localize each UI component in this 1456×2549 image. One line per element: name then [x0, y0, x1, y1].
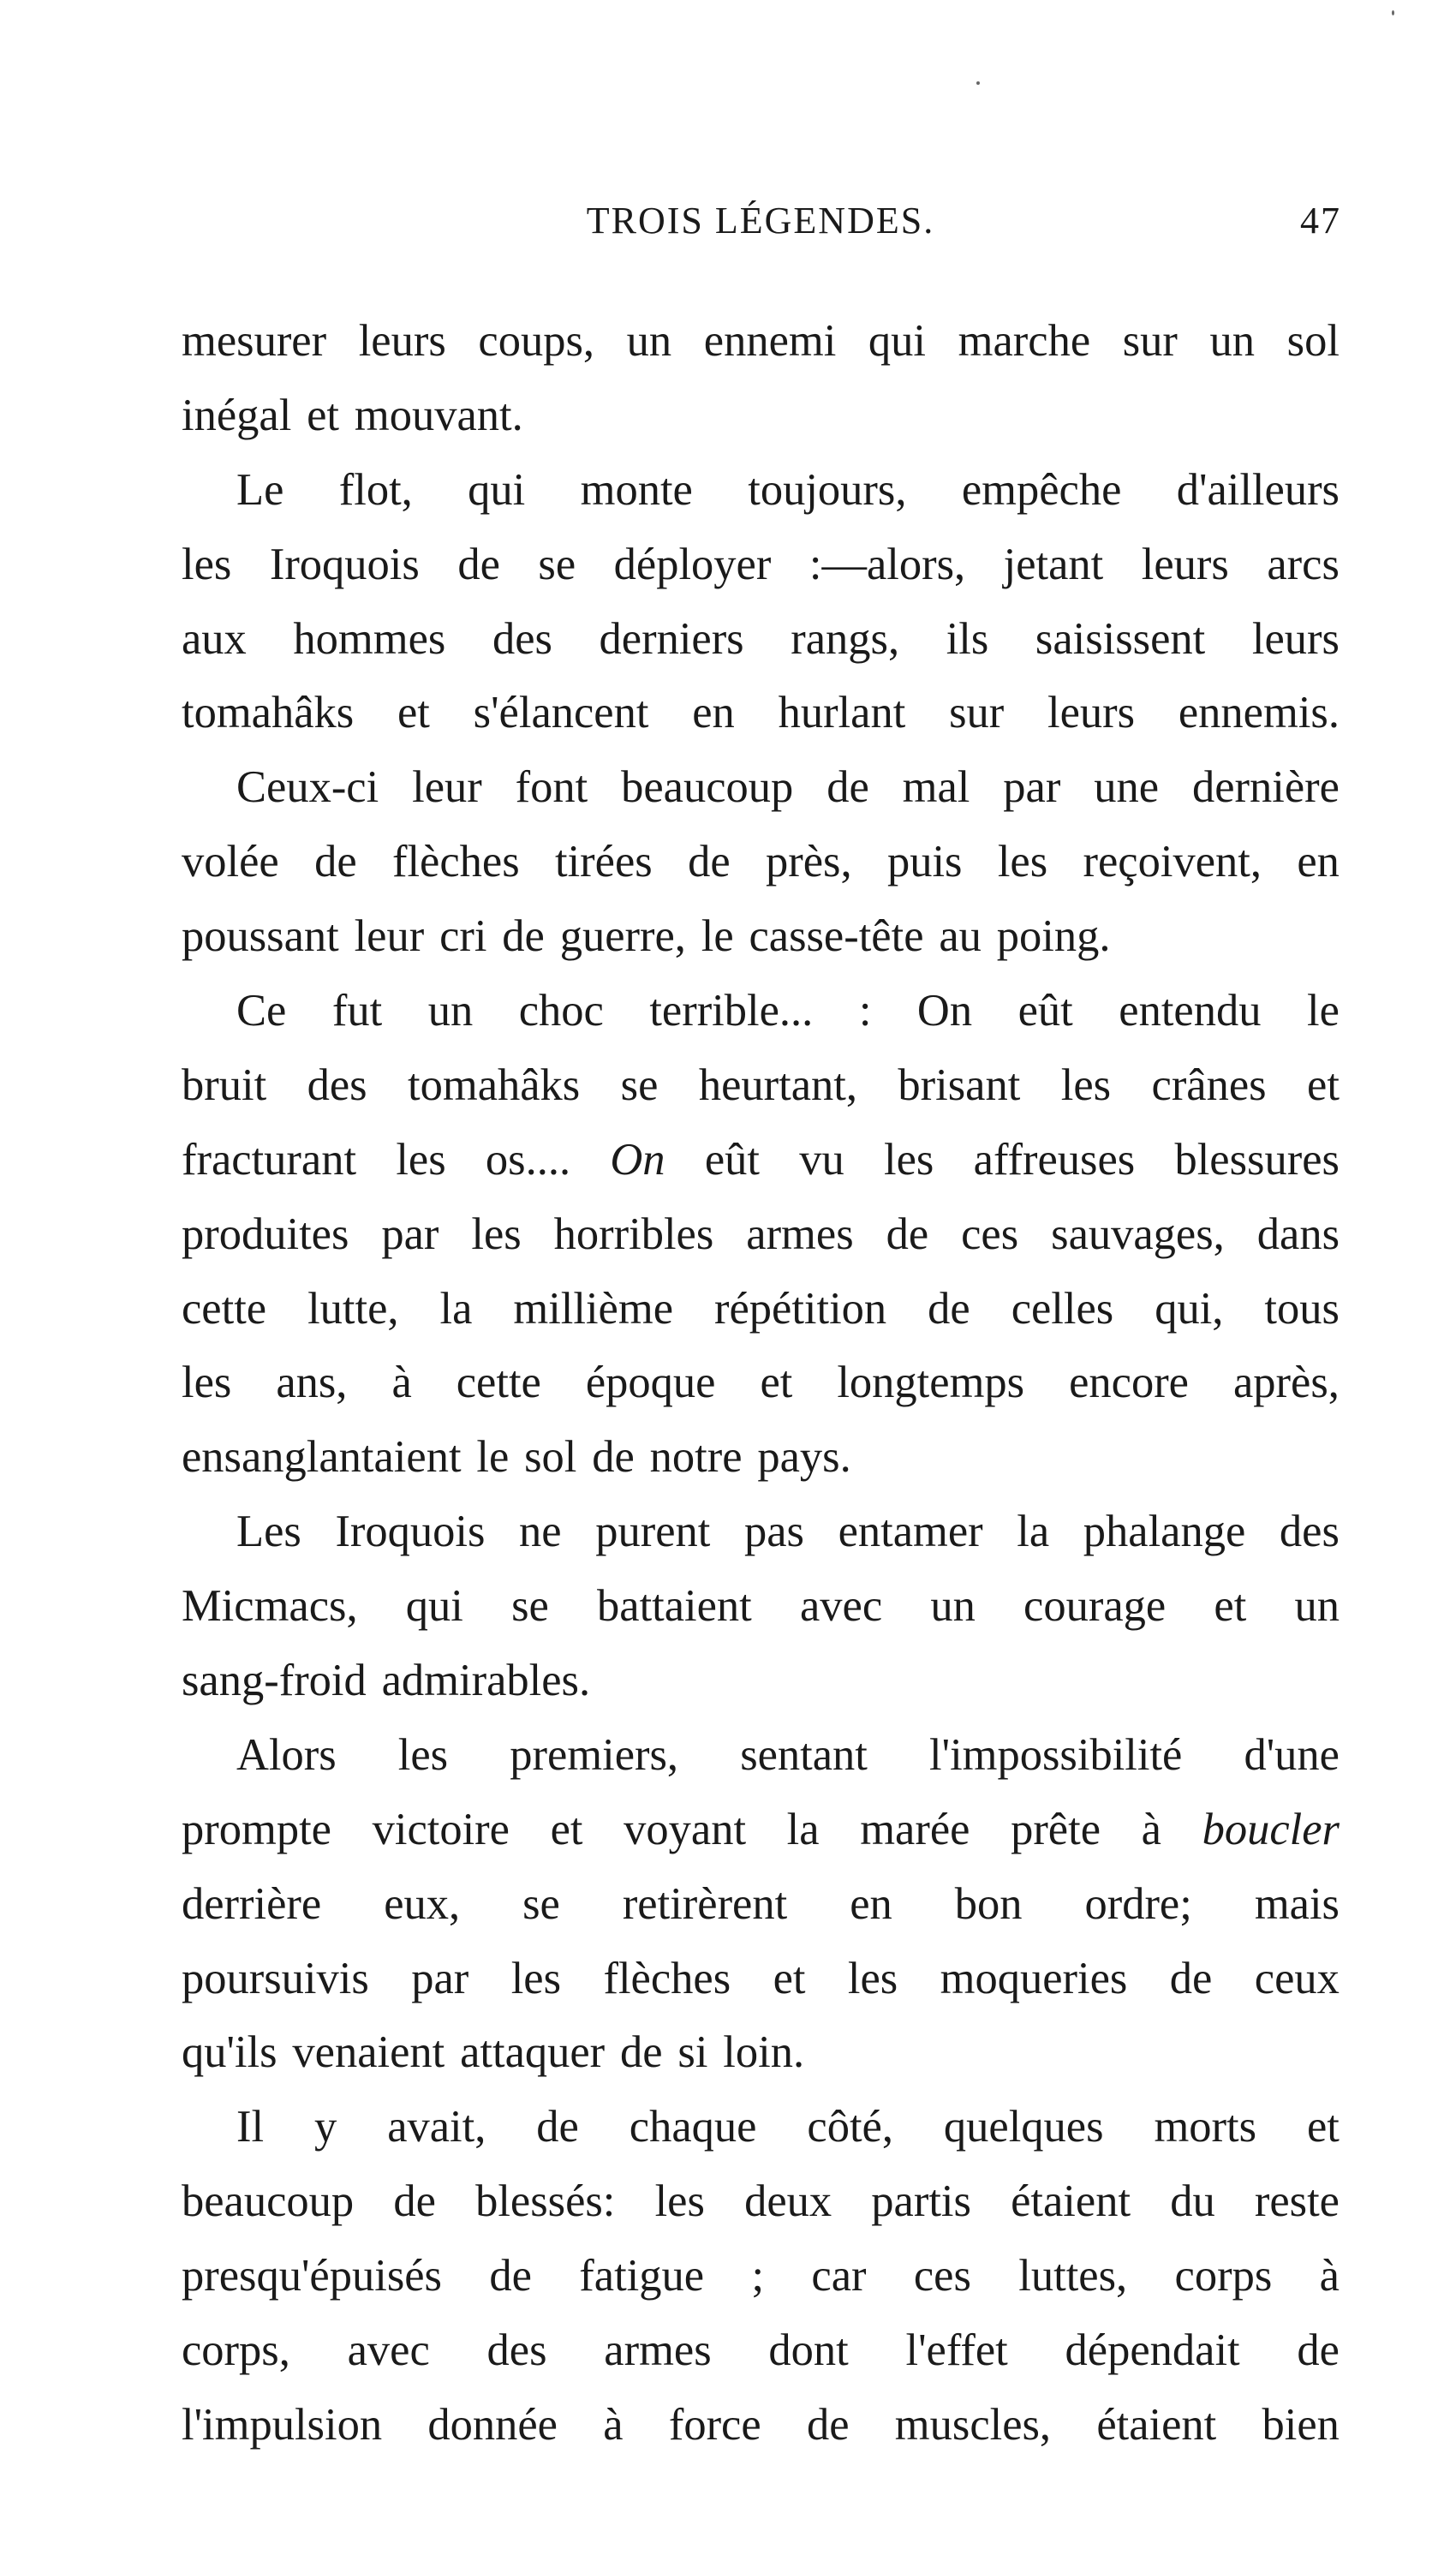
text-line: produites par les horribles armes de ces sauvages, dans: [182, 1209, 1340, 1259]
body-text: [182, 304, 1340, 2462]
running-title: TROIS LÉGENDES.: [586, 200, 935, 242]
text-line: poussant leur cri de guerre, le casse-tête au poing.: [182, 911, 1111, 962]
text-line: Alors les premiers, sentant l'impossibilité d'une: [236, 1729, 1340, 1780]
text-line: corps, avec des armes dont l'effet dépendait de: [182, 2325, 1340, 2376]
text-line: beaucoup de blessés: les deux partis étaient du reste: [182, 2176, 1340, 2227]
text-line: les ans, à cette époque et longtemps encore après,: [182, 1358, 1340, 1408]
text-line: presqu'épuisés de fatigue ; car ces luttes, corps à: [182, 2251, 1340, 2301]
text-line: Il y avait, de chaque côté, quelques morts et: [236, 2102, 1340, 2152]
text-line: inégal et mouvant.: [182, 390, 523, 440]
text-line: mesurer leurs coups, un ennemi qui marche sur un sol: [182, 316, 1340, 366]
text-line: qu'ils venaient attaquer de si loin.: [182, 2027, 805, 2078]
text-line: bruit des tomahâks se heurtant, brisant les crânes et: [182, 1060, 1340, 1110]
text-line: aux hommes des derniers rangs, ils saisissent leurs: [182, 613, 1340, 664]
text-line: Les Iroquois ne purent pas entamer la phalange des: [236, 1507, 1340, 1557]
print-speck: [1392, 10, 1394, 15]
text-line: Ceux-ci leur font beaucoup de mal par une dernière: [236, 762, 1340, 813]
text-line: derrière eux, se retirèrent en bon ordre; mais: [182, 1878, 1340, 1929]
text-line: les Iroquois de se déployer :—alors, jetant leurs arcs: [182, 539, 1340, 589]
text-line: fracturant les os.... On eût vu les affreuses blessures: [182, 1134, 1340, 1185]
page-number: 47: [1300, 200, 1341, 242]
text-line: tomahâks et s'élancent en hurlant sur leurs ennemis.: [182, 688, 1340, 738]
text-line: Le flot, qui monte toujours, empêche d'ailleurs: [236, 464, 1340, 515]
text-line: volée de flèches tirées de près, puis les reçoivent, en: [182, 837, 1340, 887]
running-header: [180, 199, 1341, 250]
text-line: ensanglantaient le sol de notre pays.: [182, 1432, 851, 1483]
print-speck: [976, 81, 980, 85]
text-line: Ce fut un choc terrible... : On eût entendu le: [236, 986, 1340, 1036]
text-line: l'impulsion donnée à force de muscles, étaient bien: [182, 2399, 1340, 2450]
text-line: poursuivis par les flèches et les moqueries de ceux: [182, 1953, 1340, 2003]
text-line: cette lutte, la millième répétition de celles qui, tous: [182, 1283, 1340, 1334]
text-line: sang-froid admirables.: [182, 1656, 591, 1706]
text-line: prompte victoire et voyant la marée prête à boucler: [182, 1804, 1340, 1854]
text-line: Micmacs, qui se battaient avec un courage et un: [182, 1581, 1340, 1632]
